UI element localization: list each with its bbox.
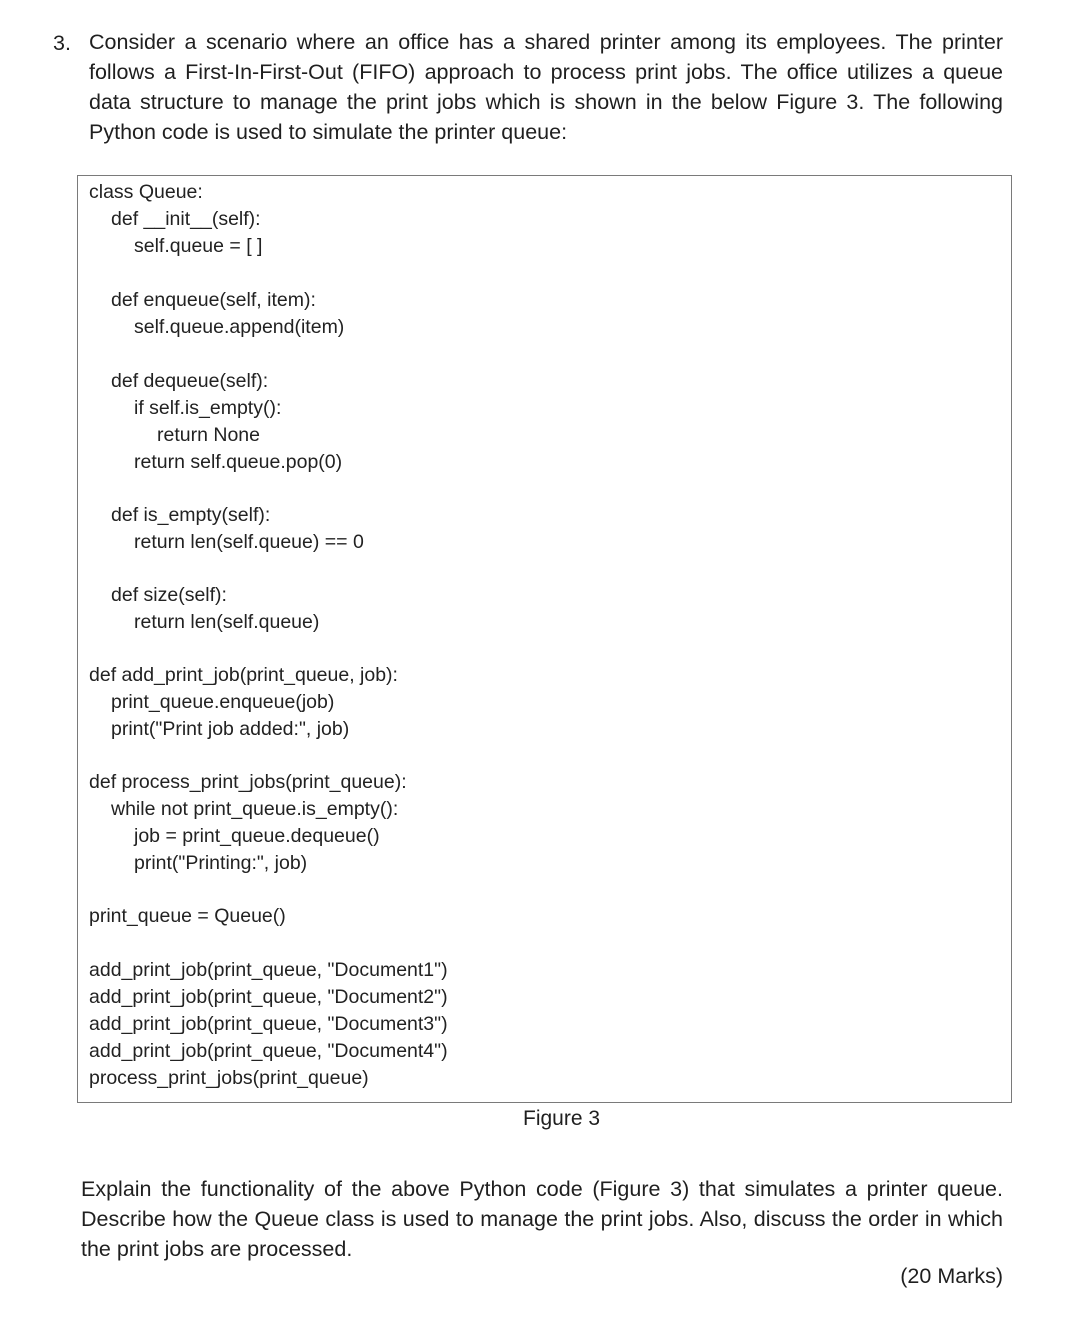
code-line: self.queue = [ ] [134, 235, 263, 257]
code-line: print("Printing:", job) [134, 852, 308, 874]
code-line: class Queue: [89, 181, 203, 203]
figure-caption: Figure 3 [523, 1107, 601, 1130]
code-line: if self.is_empty(): [134, 397, 282, 419]
question-instructions: Explain the functionality of the above Python code (Figure 3) that simulates a printer queue. Describe how the Queue class is used to manage the print jobs. Also, discuss the order in which the print jobs are processed. [81, 1177, 1003, 1261]
code-line: def enqueue(self, item): [111, 289, 316, 311]
code-line: print_queue = Queue() [89, 905, 286, 927]
question-text: Consider a scenario where an office has a shared printer among its employees. The printer follows a First-In-First-Out (FIFO) approach to process print jobs. The office utilizes a queue data structure to manage the print jobs which is shown in the below Figure 3. The following Python code is used to simulate the printer queue: [89, 30, 1003, 144]
code-line: def size(self): [111, 584, 227, 606]
code-line: def __init__(self): [111, 208, 261, 230]
question-number: 3. [53, 31, 71, 55]
code-line: self.queue.append(item) [134, 316, 345, 338]
code-line: while not print_queue.is_empty(): [111, 798, 399, 820]
code-line: def dequeue(self): [111, 370, 269, 392]
code-line: def is_empty(self): [111, 504, 271, 526]
code-line: return self.queue.pop(0) [134, 451, 343, 473]
code-line: add_print_job(print_queue, "Document3") [89, 1013, 448, 1035]
code-line: add_print_job(print_queue, "Document2") [89, 986, 448, 1008]
marks-label: (20 Marks) [900, 1264, 1003, 1288]
code-line: print_queue.enqueue(job) [111, 691, 335, 713]
code-line: add_print_job(print_queue, "Document1") [89, 959, 448, 981]
code-line: return None [157, 424, 260, 446]
code-line: def add_print_job(print_queue, job): [89, 664, 398, 686]
code-line: add_print_job(print_queue, "Document4") [89, 1040, 448, 1062]
code-line: process_print_jobs(print_queue) [89, 1067, 369, 1089]
code-line: return len(self.queue) [134, 611, 320, 633]
code-line: print("Print job added:", job) [111, 718, 350, 740]
code-line: job = print_queue.dequeue() [134, 825, 380, 847]
code-line: return len(self.queue) == 0 [134, 531, 364, 553]
code-line: def process_print_jobs(print_queue): [89, 771, 407, 793]
